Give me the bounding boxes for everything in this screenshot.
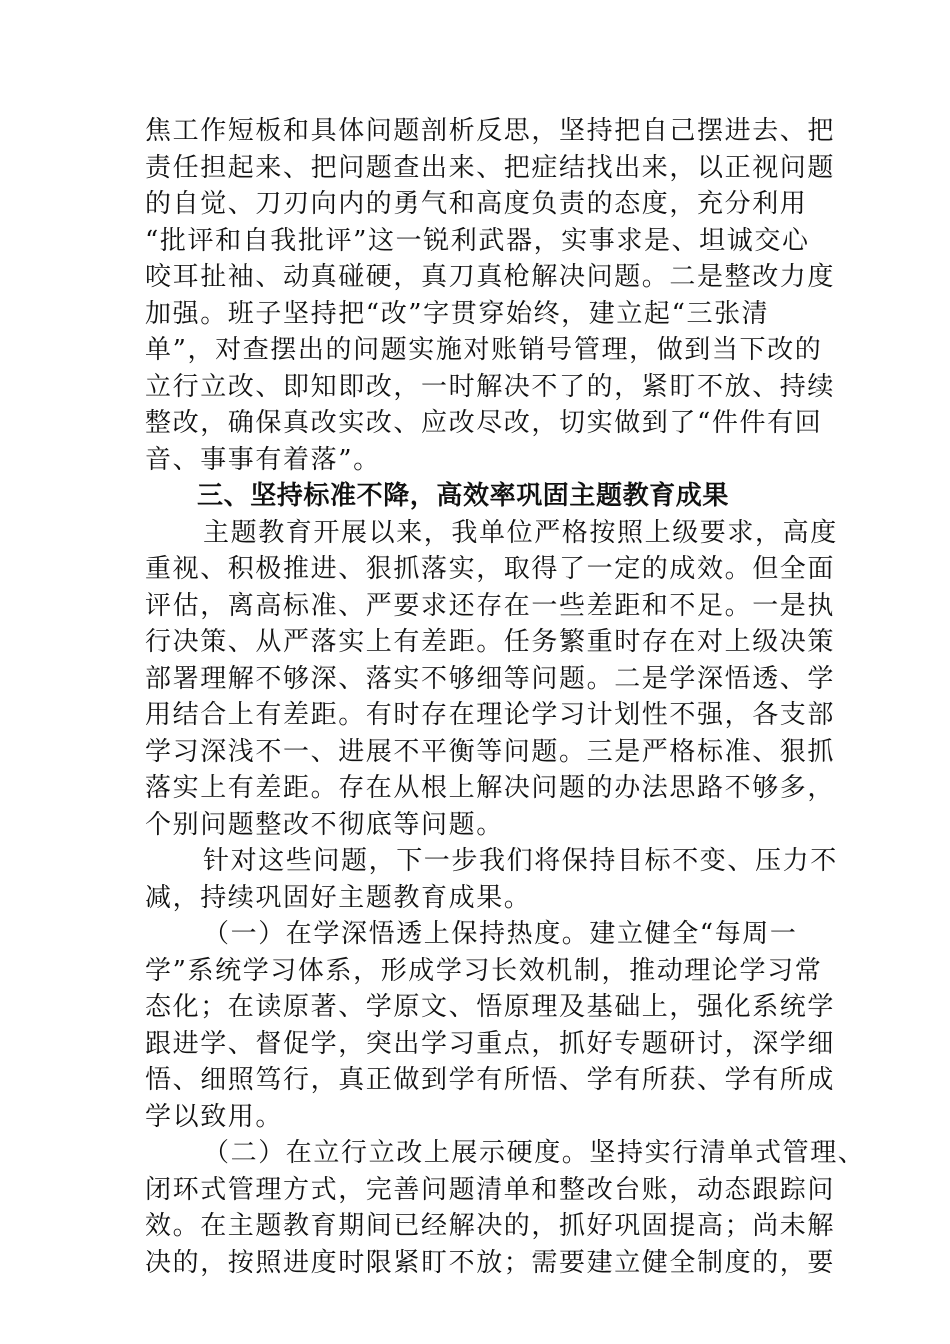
- text-line: 跟进学、督促学，突出学习重点，抓好专题研讨，深学细: [145, 1028, 836, 1059]
- text-line: 重视、积极推进、狠抓落实，取得了一定的成效。但全面: [145, 554, 836, 584]
- text-line: 整改，确保真改实改、应改尽改，切实做到了“件件有回: [145, 408, 823, 438]
- text-line: 学习深浅不一、进展不平衡等问题。三是严格标准、狠抓: [145, 736, 836, 767]
- paragraph-5: [145, 1135, 866, 1281]
- text-line: 针对这些问题，下一步我们将保持目标不变、压力不: [203, 846, 838, 876]
- text-line: （一）在学深悟透上保持热度。建立健全“每周一: [203, 919, 798, 949]
- text-line: 效。在主题教育期间已经解决的，抓好巩固提高；尚未解: [145, 1211, 836, 1241]
- text-line: 咬耳扯袖、动真碰硬，真刀真枪解决问题。二是整改力度: [145, 262, 836, 292]
- text-line: 加强。班子坚持把“改”字贯穿始终，建立起“三张清: [145, 298, 770, 329]
- paragraph-2: [145, 515, 838, 844]
- text-line: 闭环式管理方式，完善问题清单和整改台账，动态跟踪问: [145, 1174, 836, 1205]
- paragraph-3: [145, 843, 838, 916]
- text-line: 评估，离高标准、严要求还存在一些差距和不足。一是执: [145, 590, 836, 621]
- section-heading: 三、坚持标准不降，高效率巩固主题教育成果: [197, 481, 730, 511]
- text-line: 决的，按照进度时限紧盯不放；需要建立健全制度的，要: [145, 1247, 836, 1278]
- text-line: （二）在立行立改上展示硬度。坚持实行清单式管理、: [203, 1138, 866, 1168]
- text-line: 减，持续巩固好主题教育成果。: [145, 882, 532, 913]
- text-line: 主题教育开展以来，我单位严格按照上级要求，高度: [203, 517, 838, 548]
- text-line: 态化；在读原著、学原文、悟原理及基础上，强化系统学: [145, 992, 836, 1022]
- paragraph-1: [145, 113, 836, 478]
- document-body: [145, 113, 866, 1281]
- text-line: 悟、细照笃行，真正做到学有所悟、学有所获、学有所成: [145, 1065, 836, 1095]
- text-line: 落实上有差距。存在从根上解决问题的办法思路不够多，: [145, 773, 836, 803]
- text-line: 部署理解不够深、落实不够细等问题。二是学深悟透、学: [145, 663, 836, 694]
- text-line: 的自觉、刀刃向内的勇气和高度负责的态度，充分利用: [145, 189, 808, 219]
- text-line: 焦工作短板和具体问题剖析反思，坚持把自己摆进去、把: [145, 116, 836, 146]
- text-line: 行决策、从严落实上有差距。任务繁重时存在对上级决策: [145, 627, 836, 657]
- text-line: 音、事事有着落”。: [145, 444, 381, 475]
- text-line: 用结合上有差距。有时存在理论学习计划性不强，各支部: [145, 700, 836, 730]
- text-line: 单”，对查摆出的问题实施对账销号管理，做到当下改的: [145, 335, 823, 365]
- text-line: 个别问题整改不彻底等问题。: [145, 809, 504, 840]
- text-line: 立行立改、即知即改，一时解决不了的，紧盯不放、持续: [145, 371, 836, 402]
- text-line: 学以致用。: [145, 1101, 284, 1132]
- paragraph-4: [145, 916, 836, 1135]
- text-line: 责任担起来、把问题查出来、把症结找出来，以正视问题: [145, 152, 836, 183]
- text-line: “批评和自我批评”这一锐利武器，实事求是、坦诚交心: [145, 225, 810, 256]
- text-line: 学”系统学习体系，形成学习长效机制，推动理论学习常: [145, 955, 823, 986]
